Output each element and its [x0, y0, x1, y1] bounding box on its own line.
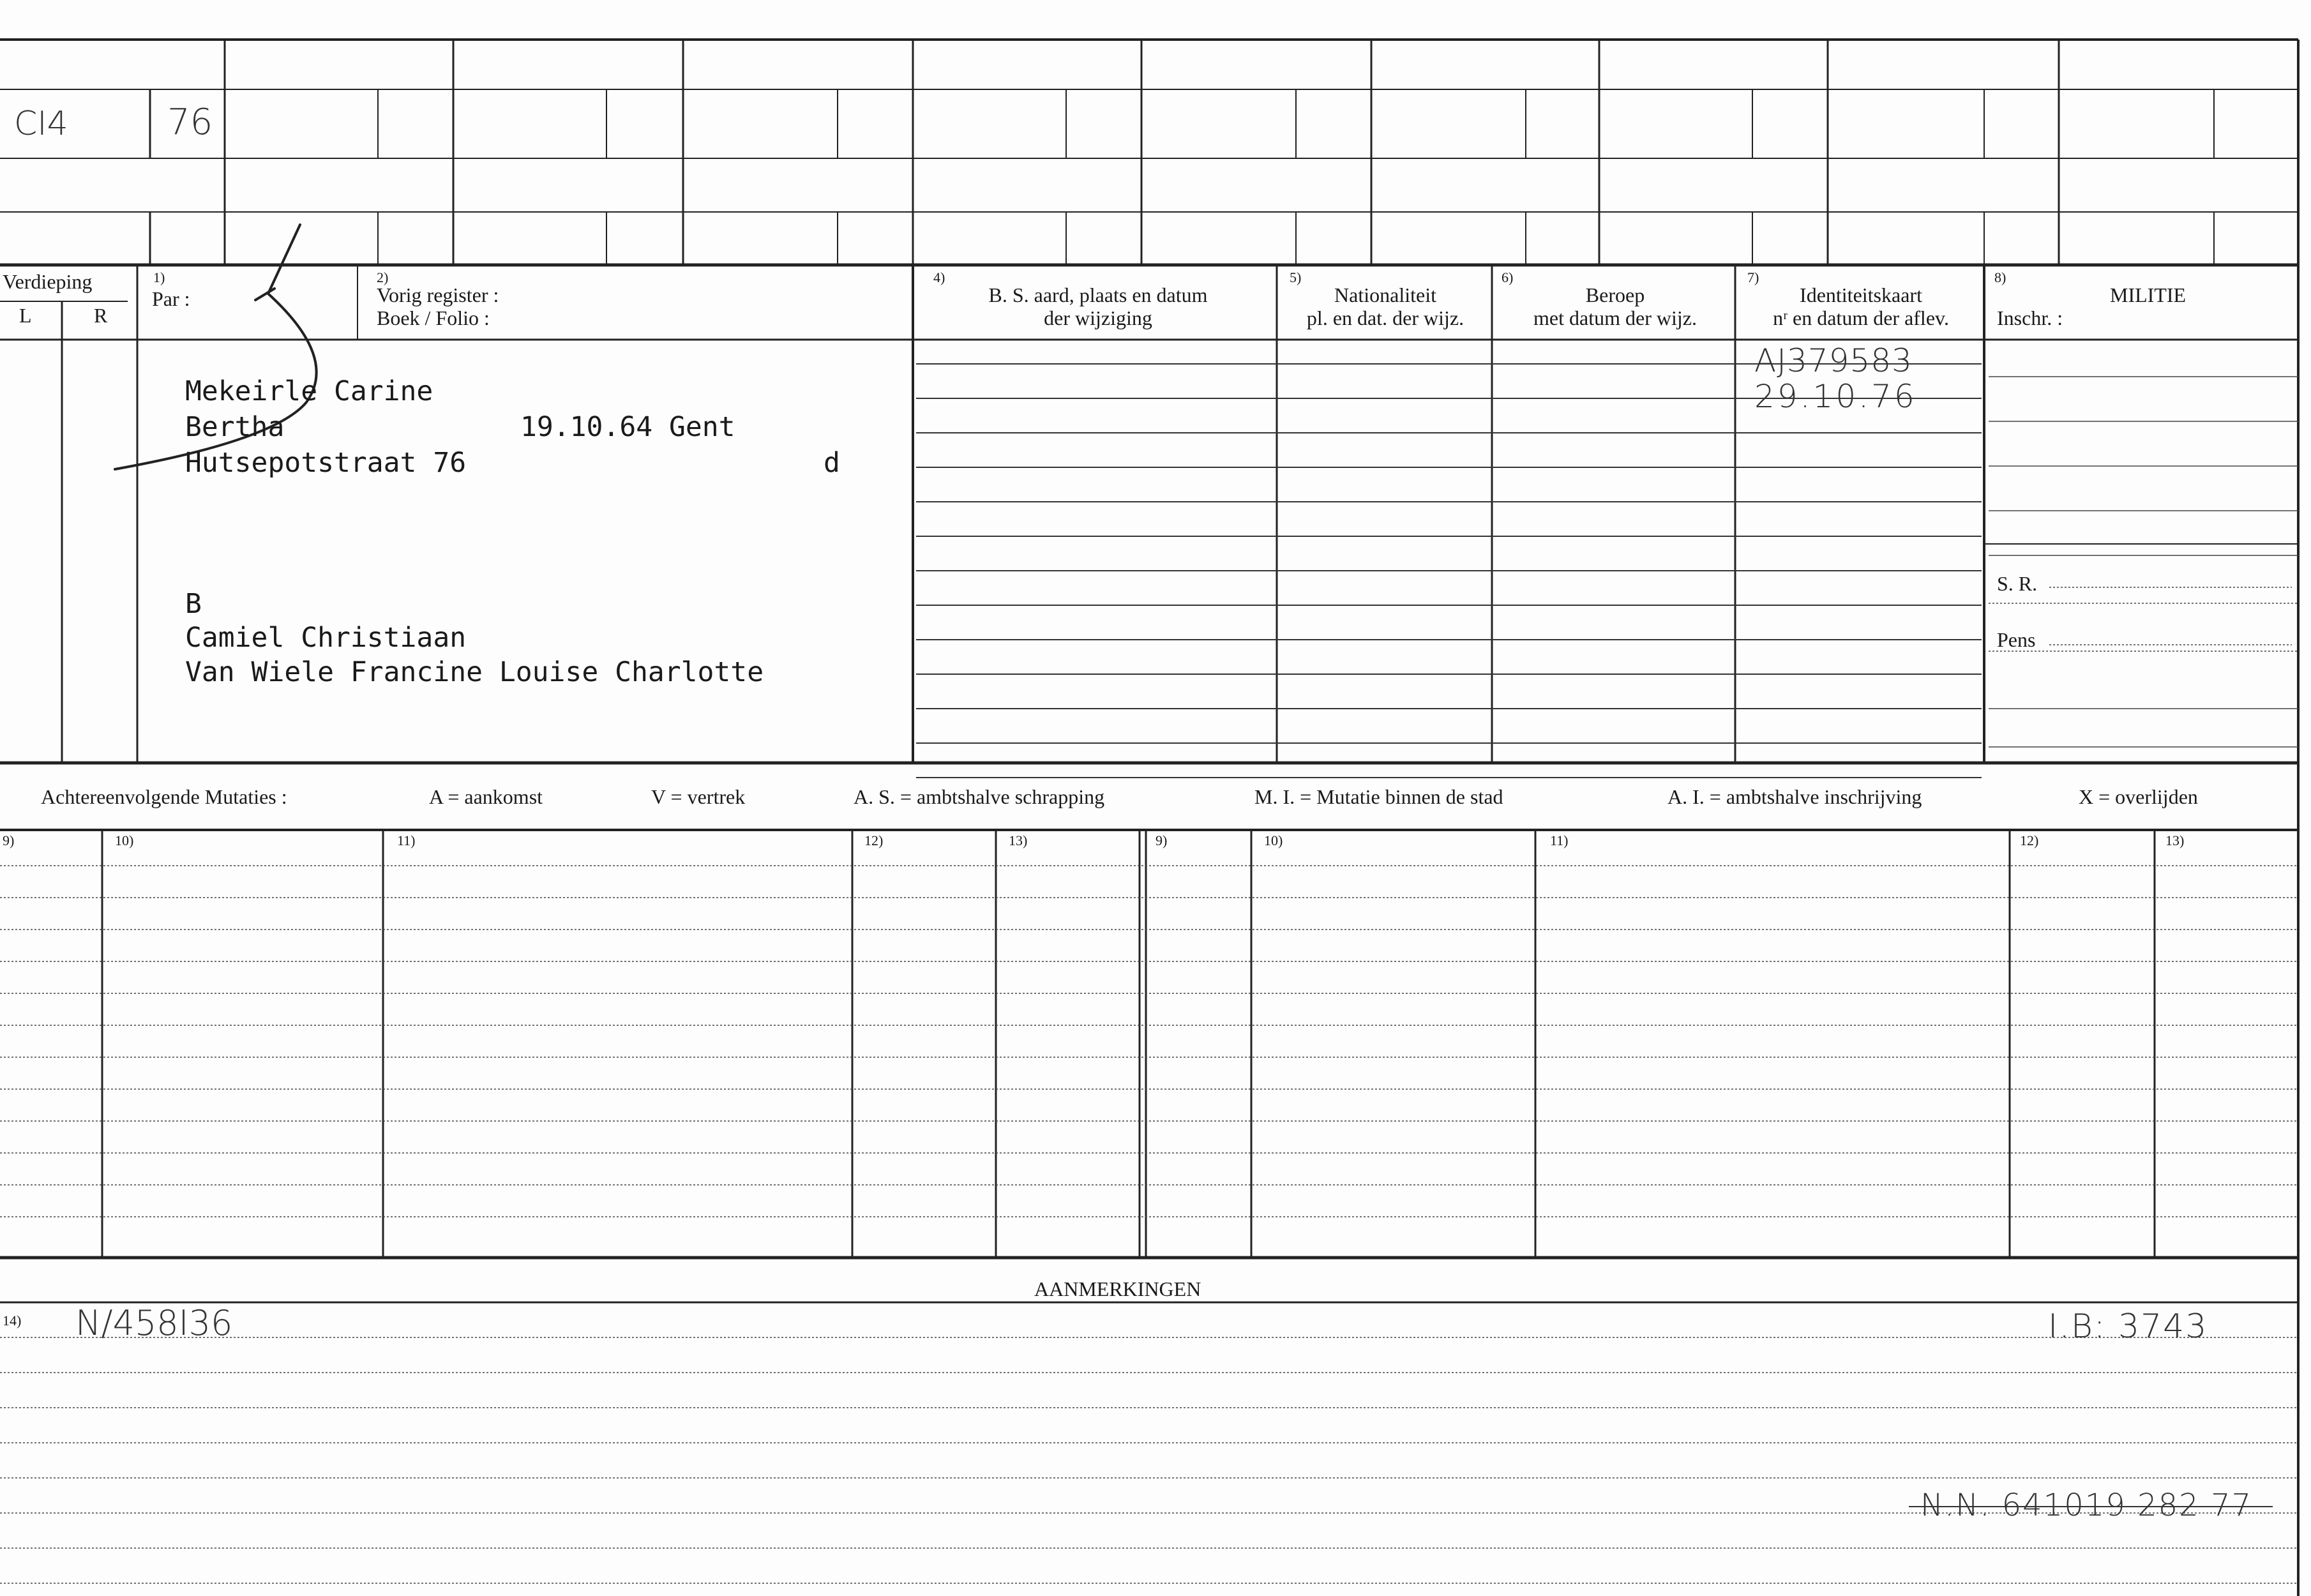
vorig-register-label: Vorig register : [377, 283, 499, 306]
aanmerkingen-num: 14) [3, 1313, 22, 1329]
mut-col-11-right: 11) [1550, 832, 1569, 848]
mut-col-11-left: 11) [397, 832, 416, 848]
nationaliteit-num: 5) [1290, 269, 1302, 285]
identiteit-num: 7) [1747, 269, 1759, 285]
militie-sr: S. R. [1997, 572, 2038, 595]
aanmerkingen-nn: N.N. 641019 282 77 [1920, 1487, 2253, 1523]
mutaties-x: X = overlijden [2079, 785, 2198, 808]
aanmerkingen-ib: I.B: 3743 [2048, 1307, 2208, 1346]
identity-card-date: 29.10.76 [1754, 378, 1917, 415]
bs-header-line1: B. S. aard, plaats en datum [988, 283, 1208, 306]
nationaliteit-header-line2: pl. en dat. der wijz. [1306, 306, 1464, 329]
militie-title: MILITIE [2110, 283, 2187, 306]
person-father: Camiel Christiaan [185, 622, 467, 654]
mutaties-a: A = aankomst [429, 785, 543, 808]
verdieping-title: Verdieping [3, 270, 93, 293]
person-marker: d [824, 447, 840, 479]
par-label: Par : [152, 287, 190, 310]
verdieping-right: R [94, 304, 108, 327]
person-second-name: Bertha [185, 411, 285, 443]
mut-col-12-right: 12) [2020, 832, 2039, 848]
person-birth: 19.10.64 Gent [520, 411, 735, 443]
mutaties-ai: A. I. = ambtshalve inschrijving [1667, 785, 1922, 808]
mut-col-9-left: 9) [3, 832, 15, 848]
militie-pens: Pens [1997, 628, 2036, 651]
beroep-num: 6) [1502, 269, 1514, 285]
bs-num: 4) [933, 269, 945, 285]
mutaties-v: V = vertrek [651, 785, 746, 808]
mut-col-13-right: 13) [2165, 832, 2185, 848]
identiteit-header-line2: nʳ en datum der aflev. [1773, 306, 1949, 329]
identiteit-header-line1: Identiteitskaart [1800, 283, 1922, 306]
aanmerkingen-title: AANMERKINGEN [1034, 1277, 1201, 1300]
verdieping-left: L [19, 304, 32, 327]
person-parent-marker: B [185, 588, 202, 620]
person-surname-first: Mekeirle Carine [185, 375, 433, 407]
person-mother: Van Wiele Francine Louise Charlotte [185, 656, 764, 688]
par-num: 1) [153, 269, 165, 285]
identity-card-number: AJ379583 [1754, 342, 1913, 379]
top-grid-code: CI4 [14, 105, 68, 143]
top-grid-number: 76 [167, 102, 213, 143]
mutaties-title: Achtereenvolgende Mutaties : [41, 785, 287, 808]
beroep-header-line2: met datum der wijz. [1533, 306, 1697, 329]
militie-inschr: Inschr. : [1997, 306, 2063, 329]
mut-col-10-right: 10) [1264, 832, 1283, 848]
boek-folio-label: Boek / Folio : [377, 306, 490, 329]
mut-col-10-left: 10) [115, 832, 134, 848]
vorig-num: 2) [377, 269, 389, 285]
mut-col-9-right: 9) [1156, 832, 1168, 848]
mut-col-12-left: 12) [864, 832, 884, 848]
mutaties-as: A. S. = ambtshalve schrapping [854, 785, 1105, 808]
mutaties-mi: M. I. = Mutatie binnen de stad [1254, 785, 1503, 808]
nationaliteit-header-line1: Nationaliteit [1334, 283, 1436, 306]
aanmerkingen-ref: N/458I36 [75, 1303, 233, 1343]
militie-num: 8) [1994, 269, 2006, 285]
bs-header-line2: der wijziging [1044, 306, 1152, 329]
mut-col-13-left: 13) [1009, 832, 1028, 848]
person-address: Hutsepotstraat 76 [185, 447, 467, 479]
beroep-header-line1: Beroep [1585, 283, 1645, 306]
